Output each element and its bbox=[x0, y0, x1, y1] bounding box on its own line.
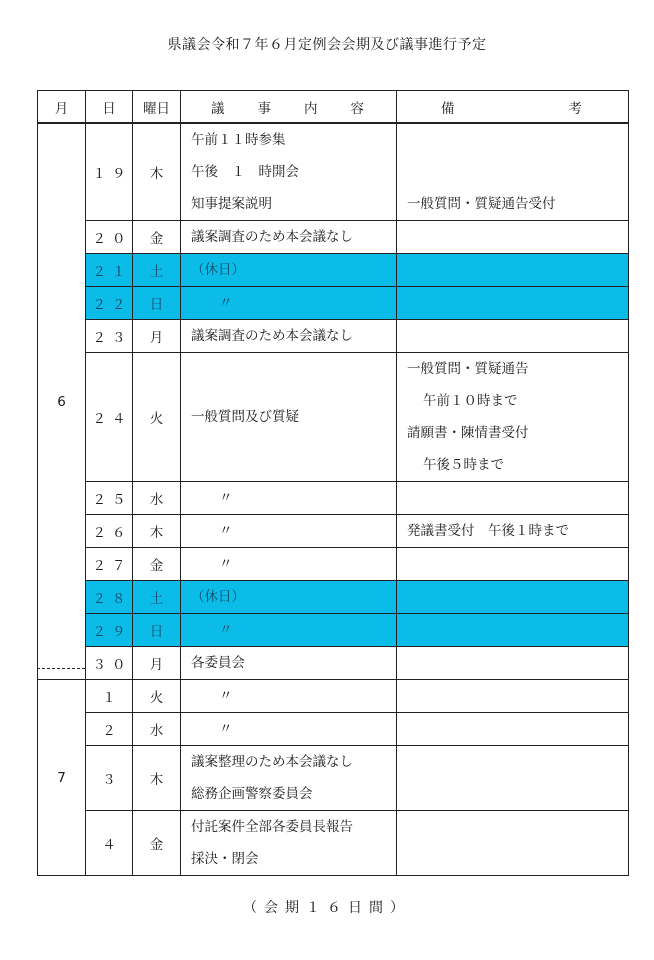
day-cell: ３ bbox=[86, 746, 133, 811]
table-row bbox=[38, 123, 629, 221]
note-line: 一般質問・質疑通告 bbox=[407, 361, 529, 377]
day-cell: １９ bbox=[86, 123, 133, 221]
content-line: （休日） bbox=[191, 262, 245, 278]
weekday-cell: 水 bbox=[133, 713, 181, 746]
content-cell bbox=[181, 811, 397, 876]
month-divider bbox=[37, 668, 85, 669]
content-cell bbox=[181, 287, 397, 320]
schedule-table bbox=[37, 90, 629, 876]
content-cell bbox=[181, 221, 397, 254]
day-cell: ２７ bbox=[86, 548, 133, 581]
content-line: 〃 bbox=[219, 556, 233, 572]
table-row bbox=[38, 811, 629, 876]
content-cell bbox=[181, 123, 397, 221]
note-cell bbox=[397, 320, 629, 353]
weekday-cell: 月 bbox=[133, 647, 181, 680]
content-line: 採決・閉会 bbox=[191, 851, 259, 867]
content-line: 午前１１時参集 bbox=[191, 132, 286, 148]
content-cell bbox=[181, 581, 397, 614]
table-row bbox=[38, 353, 629, 482]
note-cell bbox=[397, 581, 629, 614]
month-cell-june: 6 bbox=[38, 123, 86, 680]
table-row bbox=[38, 647, 629, 680]
day-cell: ２８ bbox=[86, 581, 133, 614]
note-cell bbox=[397, 221, 629, 254]
day-cell: １ bbox=[86, 680, 133, 713]
weekday-cell: 火 bbox=[133, 680, 181, 713]
note-line: 一般質問・質疑通告受付 bbox=[407, 196, 556, 212]
note-line: 午後５時まで bbox=[423, 457, 504, 473]
weekday-cell: 火 bbox=[133, 353, 181, 482]
table-row bbox=[38, 221, 629, 254]
content-cell bbox=[181, 515, 397, 548]
content-cell bbox=[181, 614, 397, 647]
table-row bbox=[38, 515, 629, 548]
day-cell: ３０ bbox=[86, 647, 133, 680]
content-line: 午後 １ 時開会 bbox=[191, 164, 299, 180]
header-month: 月 bbox=[38, 91, 86, 124]
weekday-cell: 日 bbox=[133, 287, 181, 320]
content-line: 付託案件全部各委員長報告 bbox=[191, 819, 353, 835]
header-note-char: 備 bbox=[441, 100, 455, 117]
header-row bbox=[38, 91, 629, 124]
table-row-holiday bbox=[38, 254, 629, 287]
header-note-char: 考 bbox=[568, 100, 582, 117]
table-row bbox=[38, 680, 629, 713]
weekday-cell: 金 bbox=[133, 811, 181, 876]
note-cell bbox=[397, 811, 629, 876]
weekday-cell: 水 bbox=[133, 482, 181, 515]
day-cell: ２０ bbox=[86, 221, 133, 254]
header-weekday: 曜日 bbox=[133, 91, 181, 124]
month-cell-july: 7 bbox=[38, 680, 86, 876]
weekday-cell: 金 bbox=[133, 548, 181, 581]
table-row bbox=[38, 713, 629, 746]
page-title: 県議会令和７年６月定例会会期及び議事進行予定 bbox=[167, 37, 487, 53]
note-cell bbox=[397, 254, 629, 287]
note-cell bbox=[397, 680, 629, 713]
content-cell bbox=[181, 254, 397, 287]
weekday-cell: 木 bbox=[133, 515, 181, 548]
content-line: 総務企画警察委員会 bbox=[191, 786, 313, 802]
table-row bbox=[38, 548, 629, 581]
table-row-holiday bbox=[38, 614, 629, 647]
weekday-cell: 土 bbox=[133, 581, 181, 614]
day-cell: ４ bbox=[86, 811, 133, 876]
table-row-holiday bbox=[38, 581, 629, 614]
note-cell bbox=[397, 647, 629, 680]
note-cell bbox=[397, 614, 629, 647]
day-cell: ２４ bbox=[86, 353, 133, 482]
content-cell bbox=[181, 746, 397, 811]
content-line: 〃 bbox=[219, 622, 233, 638]
content-line: 一般質問及び質疑 bbox=[191, 409, 299, 425]
header-content-char: 事 bbox=[257, 100, 271, 117]
header-day: 日 bbox=[86, 91, 133, 124]
content-cell bbox=[181, 482, 397, 515]
day-cell: ２３ bbox=[86, 320, 133, 353]
header-content-char: 議 bbox=[211, 100, 225, 117]
content-line: 〃 bbox=[219, 490, 233, 506]
note-line: 午前１０時まで bbox=[423, 393, 518, 409]
content-cell bbox=[181, 647, 397, 680]
note-cell bbox=[397, 123, 629, 221]
session-length: （会期１６日間） bbox=[243, 900, 411, 916]
content-line: 〃 bbox=[219, 295, 233, 311]
content-cell bbox=[181, 713, 397, 746]
note-cell bbox=[397, 548, 629, 581]
content-line: 〃 bbox=[219, 688, 233, 704]
header-content-char: 内 bbox=[304, 100, 318, 117]
content-cell bbox=[181, 548, 397, 581]
day-cell: ２１ bbox=[86, 254, 133, 287]
note-cell bbox=[397, 287, 629, 320]
weekday-cell: 土 bbox=[133, 254, 181, 287]
day-cell: ２５ bbox=[86, 482, 133, 515]
content-line: 議案調査のため本会議なし bbox=[191, 229, 353, 245]
header-content bbox=[181, 91, 397, 124]
table-row bbox=[38, 746, 629, 811]
note-line: 発議書受付 午後１時まで bbox=[407, 523, 569, 539]
content-line: 議案調査のため本会議なし bbox=[191, 328, 353, 344]
weekday-cell: 木 bbox=[133, 746, 181, 811]
note-line bbox=[407, 124, 628, 156]
table-row bbox=[38, 482, 629, 515]
header-note bbox=[397, 91, 629, 124]
content-line: （休日） bbox=[191, 589, 245, 605]
table-row-holiday bbox=[38, 287, 629, 320]
content-cell bbox=[181, 353, 397, 482]
content-line: 議案整理のため本会議なし bbox=[191, 754, 353, 770]
note-cell bbox=[397, 482, 629, 515]
table-row bbox=[38, 320, 629, 353]
day-cell: ２９ bbox=[86, 614, 133, 647]
weekday-cell: 日 bbox=[133, 614, 181, 647]
weekday-cell: 金 bbox=[133, 221, 181, 254]
day-cell: ２６ bbox=[86, 515, 133, 548]
day-cell: ２ bbox=[86, 713, 133, 746]
content-line: 各委員会 bbox=[191, 655, 245, 671]
content-cell bbox=[181, 680, 397, 713]
note-cell bbox=[397, 353, 629, 482]
content-cell bbox=[181, 320, 397, 353]
content-line: 〃 bbox=[219, 523, 233, 539]
note-line bbox=[407, 156, 628, 188]
note-cell bbox=[397, 713, 629, 746]
note-cell bbox=[397, 515, 629, 548]
day-cell: ２２ bbox=[86, 287, 133, 320]
weekday-cell: 月 bbox=[133, 320, 181, 353]
content-line: 知事提案説明 bbox=[191, 196, 272, 212]
header-content-char: 容 bbox=[350, 100, 364, 117]
content-line: 〃 bbox=[219, 721, 233, 737]
weekday-cell: 木 bbox=[133, 123, 181, 221]
note-cell bbox=[397, 746, 629, 811]
note-line: 請願書・陳情書受付 bbox=[407, 425, 529, 441]
